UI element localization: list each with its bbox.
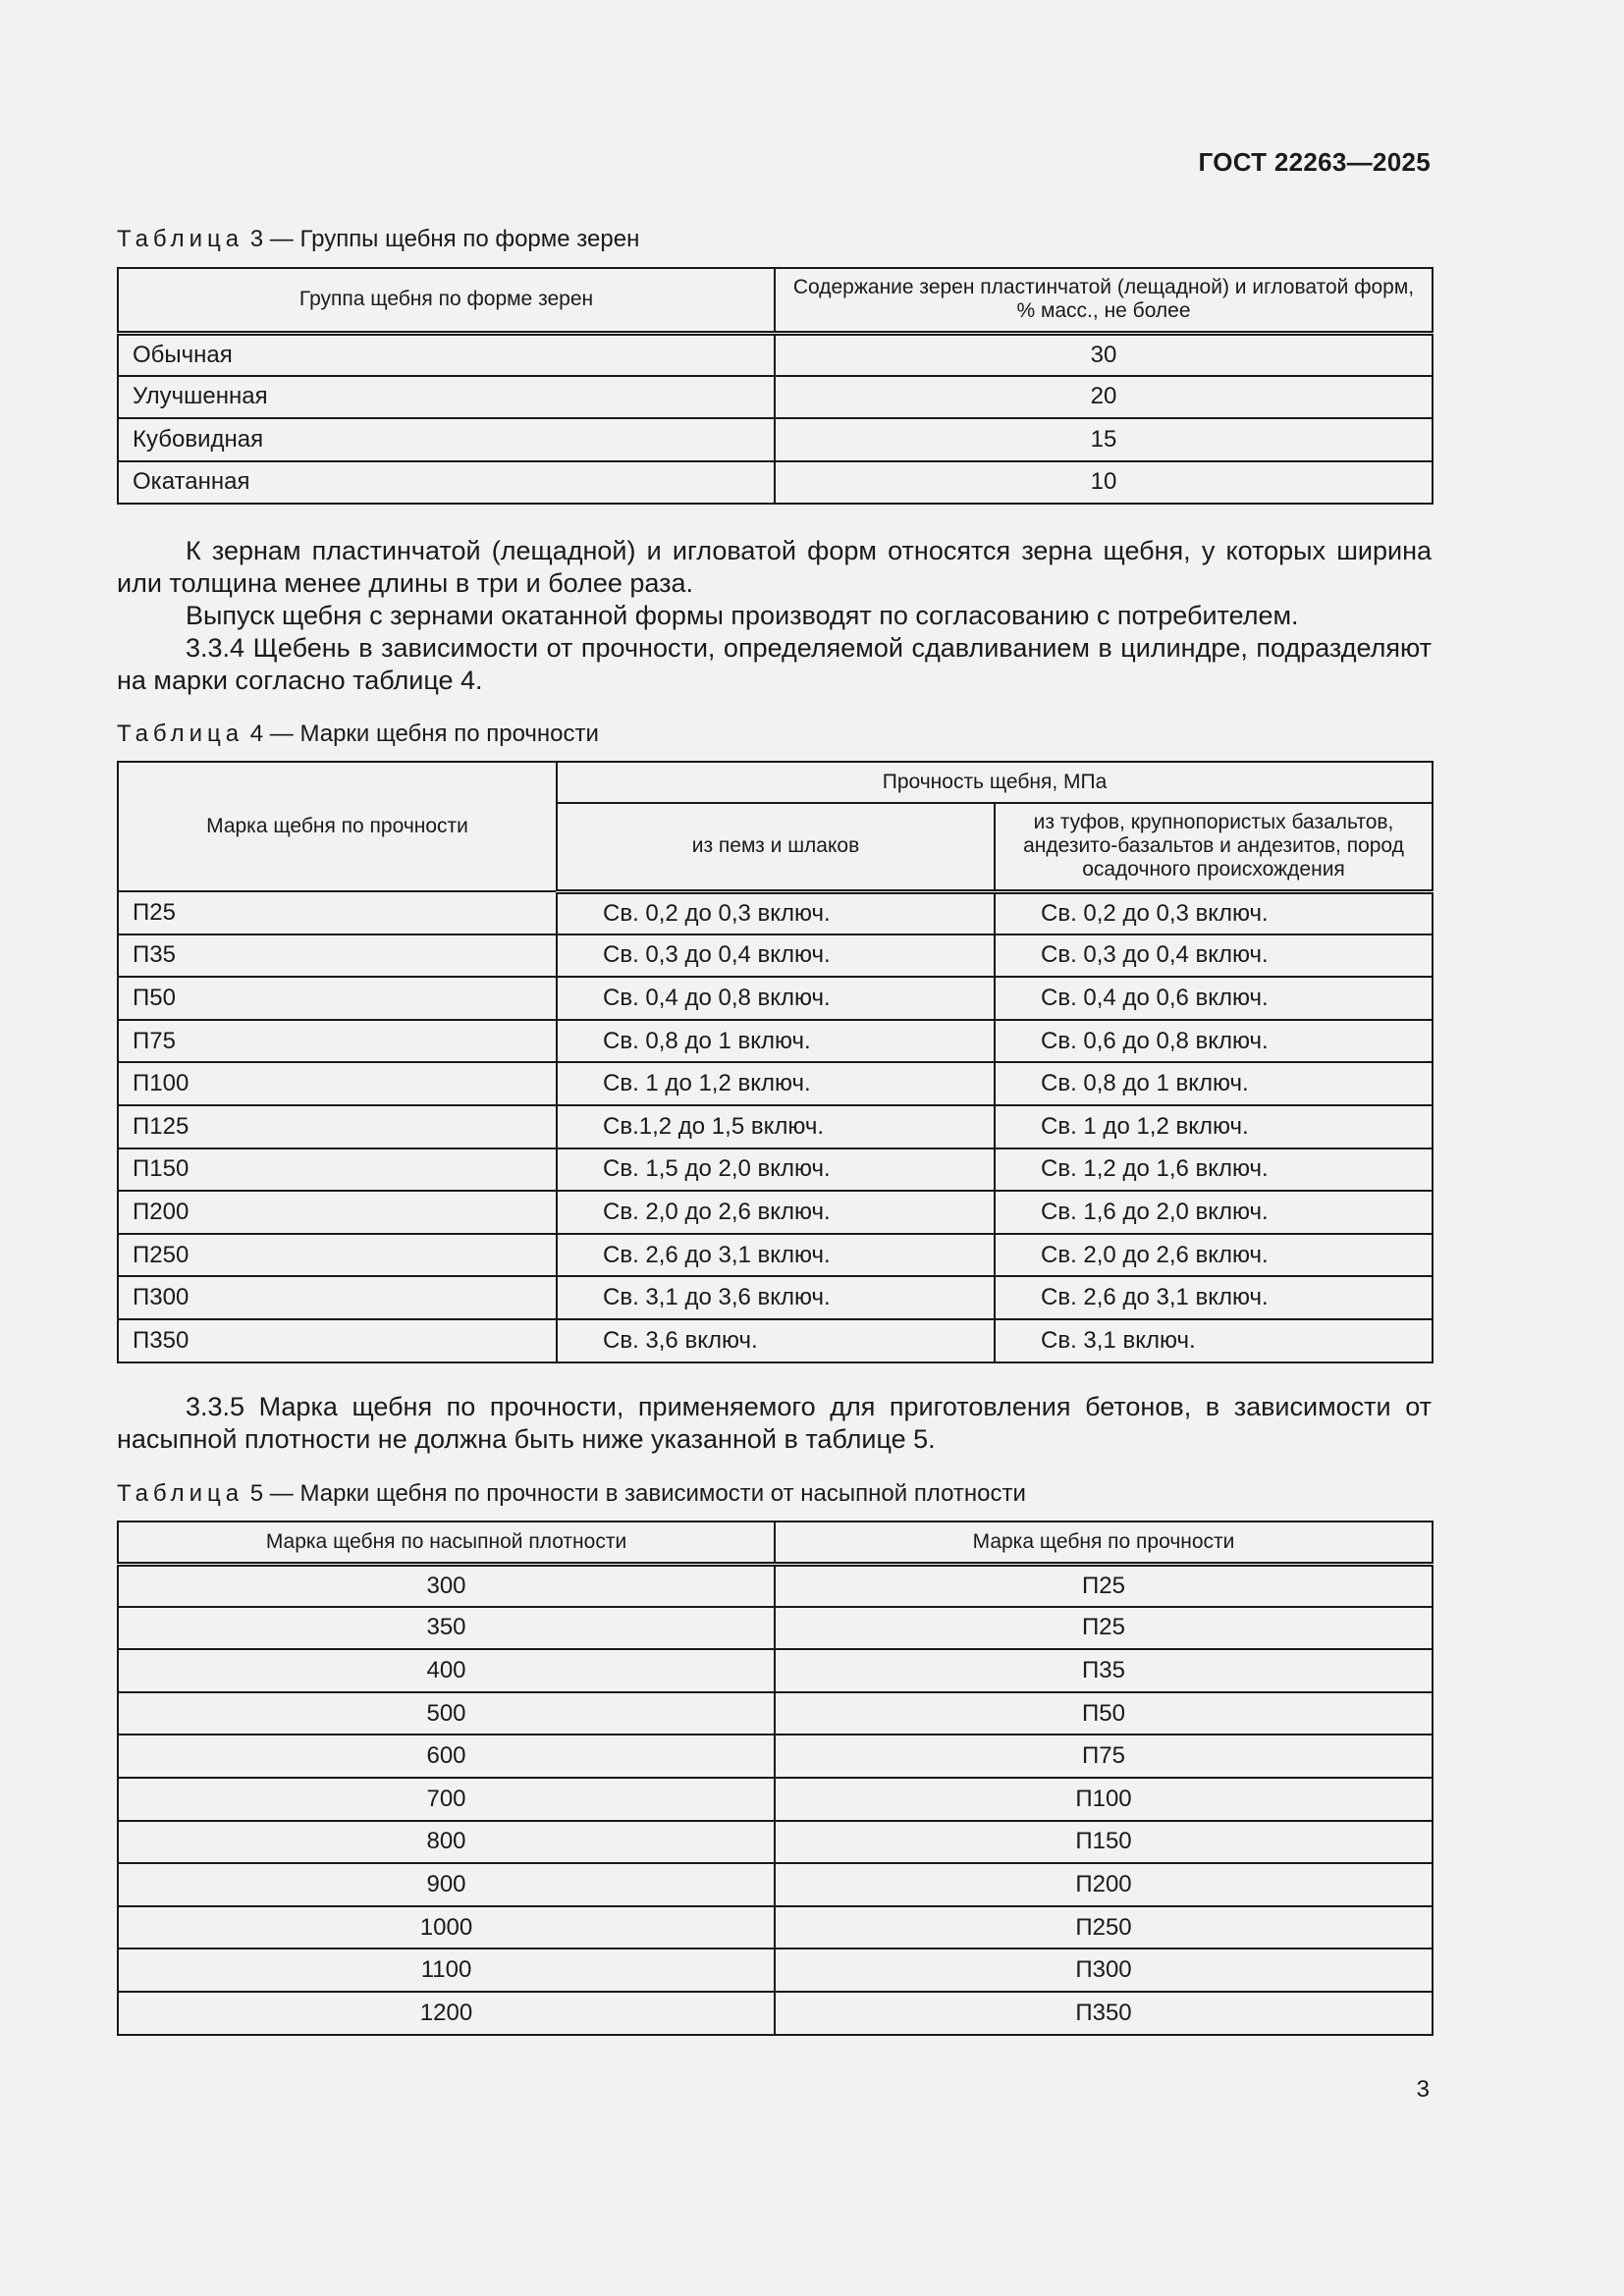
table-cell: П35 [118, 934, 557, 978]
table-4-row [118, 977, 1433, 1020]
table-5-row [118, 1821, 1433, 1864]
table-cell: 350 [118, 1607, 775, 1650]
paragraph-flat-grains: К зернам пластинчатой (лещадной) и игловатой форм относятся зерна щебня, у которых ширина или толщина менее длины в три и более раза. [117, 536, 1432, 598]
table-3-row [118, 333, 1433, 376]
table-cell: Св. 0,2 до 0,3 включ. [557, 891, 995, 934]
table-4-header-strength: Прочность щебня, МПа [557, 762, 1433, 803]
table-5-row [118, 1607, 1433, 1650]
table-cell: Обычная [118, 333, 775, 376]
table-5-row [118, 1992, 1433, 2035]
table-4-row [118, 1191, 1433, 1234]
document-id: ГОСТ 22263—2025 [1198, 147, 1431, 177]
table-4-row [118, 1319, 1433, 1362]
table-cell: П75 [118, 1020, 557, 1063]
table-cell: П25 [775, 1607, 1433, 1650]
paragraph-3-3-4: 3.3.4 Щебень в зависимости от прочности, определяемой сдавливанием в цилиндре, подразделяют на марки согласно таблице 4. [117, 633, 1432, 695]
table-4-row [118, 1105, 1433, 1148]
table-4-row [118, 1276, 1433, 1319]
table-cell: Св. 3,6 включ. [557, 1319, 995, 1362]
table-5-row [118, 1735, 1433, 1778]
table-4-row [118, 1020, 1433, 1063]
table-cell: Св. 0,4 до 0,6 включ. [995, 977, 1433, 1020]
table-4-row [118, 934, 1433, 978]
table-cell: П50 [118, 977, 557, 1020]
table-cell: П25 [775, 1564, 1433, 1607]
table-cell: Улучшенная [118, 376, 775, 419]
table-3 [117, 267, 1434, 505]
table-cell: 900 [118, 1863, 775, 1906]
table-4-row [118, 1234, 1433, 1277]
table-5 [117, 1521, 1434, 2036]
paragraph-3-3-5: 3.3.5 Марка щебня по прочности, применяемого для приготовления бетонов, в зависимости от насыпной плотности не должна быть ниже указанной в таблице 5. [117, 1392, 1432, 1454]
table-4-body [118, 891, 1433, 1362]
table-4-header-mark: Марка щебня по прочности [118, 762, 557, 891]
table-3-row [118, 376, 1433, 419]
table-cell: Св. 2,0 до 2,6 включ. [557, 1191, 995, 1234]
table-5-row [118, 1949, 1433, 1992]
table-4-header-pumice: из пемз и шлаков [557, 803, 995, 891]
table-cell: 1200 [118, 1992, 775, 2035]
table-5-caption-text: 5 — Марки щебня по прочности в зависимости от насыпной плотности [249, 1480, 1026, 1507]
table-cell: 20 [775, 376, 1433, 419]
table-cell: 600 [118, 1735, 775, 1778]
table-cell: П350 [118, 1319, 557, 1362]
table-cell: Св. 3,1 до 3,6 включ. [557, 1276, 995, 1319]
table-3-row [118, 418, 1433, 461]
table-cell: 500 [118, 1692, 775, 1735]
table-cell: 300 [118, 1564, 775, 1607]
table-5-row [118, 1692, 1433, 1735]
table-3-caption [117, 226, 639, 253]
table-cell: П150 [118, 1148, 557, 1192]
table-5-caption-word: Таблица [117, 1480, 244, 1507]
table-5-caption [117, 1480, 1026, 1508]
table-3-caption-text: 3 — Группы щебня по форме зерен [249, 226, 640, 252]
table-4-caption [117, 721, 599, 748]
table-5-header-strength: Марка щебня по прочности [775, 1522, 1433, 1564]
table-cell: П300 [775, 1949, 1433, 1992]
table-cell: Св. 0,3 до 0,4 включ. [995, 934, 1433, 978]
table-cell: П25 [118, 891, 557, 934]
table-cell: Св. 0,4 до 0,8 включ. [557, 977, 995, 1020]
table-cell: Св.1,2 до 1,5 включ. [557, 1105, 995, 1148]
table-4-header-tuff: из туфов, крупнопористых базальтов, андезито-базальтов и андезитов, пород осадочного происхождения [995, 803, 1433, 891]
table-cell: Св. 2,0 до 2,6 включ. [995, 1234, 1433, 1277]
table-cell: Св. 0,2 до 0,3 включ. [995, 891, 1433, 934]
table-cell: П35 [775, 1649, 1433, 1692]
table-5-header-density: Марка щебня по насыпной плотности [118, 1522, 775, 1564]
page-number: 3 [1416, 2076, 1430, 2103]
table-cell: П100 [118, 1062, 557, 1105]
table-5-row [118, 1649, 1433, 1692]
table-5-row [118, 1906, 1433, 1949]
table-cell: П200 [118, 1191, 557, 1234]
table-cell: 400 [118, 1649, 775, 1692]
table-3-header-content: Содержание зерен пластинчатой (лещадной) и игловатой форм, % масс., не более [775, 268, 1433, 333]
table-cell: Св. 1 до 1,2 включ. [557, 1062, 995, 1105]
table-cell: Св. 0,8 до 1 включ. [995, 1062, 1433, 1105]
table-cell: Св. 1,6 до 2,0 включ. [995, 1191, 1433, 1234]
table-cell: Св. 3,1 включ. [995, 1319, 1433, 1362]
table-cell: Св. 0,6 до 0,8 включ. [995, 1020, 1433, 1063]
table-cell: Св. 1 до 1,2 включ. [995, 1105, 1433, 1148]
table-cell: Св. 0,3 до 0,4 включ. [557, 934, 995, 978]
table-cell: П150 [775, 1821, 1433, 1864]
table-cell: 1100 [118, 1949, 775, 1992]
table-4-caption-word: Таблица [117, 721, 244, 747]
table-4 [117, 761, 1434, 1363]
table-4-caption-text: 4 — Марки щебня по прочности [249, 721, 599, 747]
table-cell: Окатанная [118, 461, 775, 505]
table-5-body [118, 1564, 1433, 2035]
table-5-row [118, 1778, 1433, 1821]
paragraph-rounded-grains: Выпуск щебня с зернами окатанной формы производят по согласованию с потребителем. [186, 601, 1299, 630]
table-cell: Св. 2,6 до 3,1 включ. [995, 1276, 1433, 1319]
table-3-header-group: Группа щебня по форме зерен [118, 268, 775, 333]
table-cell: П250 [775, 1906, 1433, 1949]
table-cell: П100 [775, 1778, 1433, 1821]
table-5-row [118, 1863, 1433, 1906]
table-cell: 10 [775, 461, 1433, 505]
table-cell: 800 [118, 1821, 775, 1864]
table-5-row [118, 1564, 1433, 1607]
table-cell: П75 [775, 1735, 1433, 1778]
table-cell: Св. 1,5 до 2,0 включ. [557, 1148, 995, 1192]
table-cell: Св. 0,8 до 1 включ. [557, 1020, 995, 1063]
table-cell: Св. 2,6 до 3,1 включ. [557, 1234, 995, 1277]
table-cell: П200 [775, 1863, 1433, 1906]
table-3-row [118, 461, 1433, 505]
table-cell: П50 [775, 1692, 1433, 1735]
table-4-row [118, 1062, 1433, 1105]
table-3-body [118, 333, 1433, 504]
table-cell: 30 [775, 333, 1433, 376]
table-cell: П350 [775, 1992, 1433, 2035]
table-cell: П125 [118, 1105, 557, 1148]
table-4-row [118, 891, 1433, 934]
table-cell: 15 [775, 418, 1433, 461]
table-cell: П300 [118, 1276, 557, 1319]
table-4-row [118, 1148, 1433, 1192]
table-cell: Св. 1,2 до 1,6 включ. [995, 1148, 1433, 1192]
table-cell: П250 [118, 1234, 557, 1277]
table-cell: 1000 [118, 1906, 775, 1949]
table-cell: Кубовидная [118, 418, 775, 461]
table-cell: 700 [118, 1778, 775, 1821]
table-3-caption-word: Таблица [117, 226, 244, 252]
